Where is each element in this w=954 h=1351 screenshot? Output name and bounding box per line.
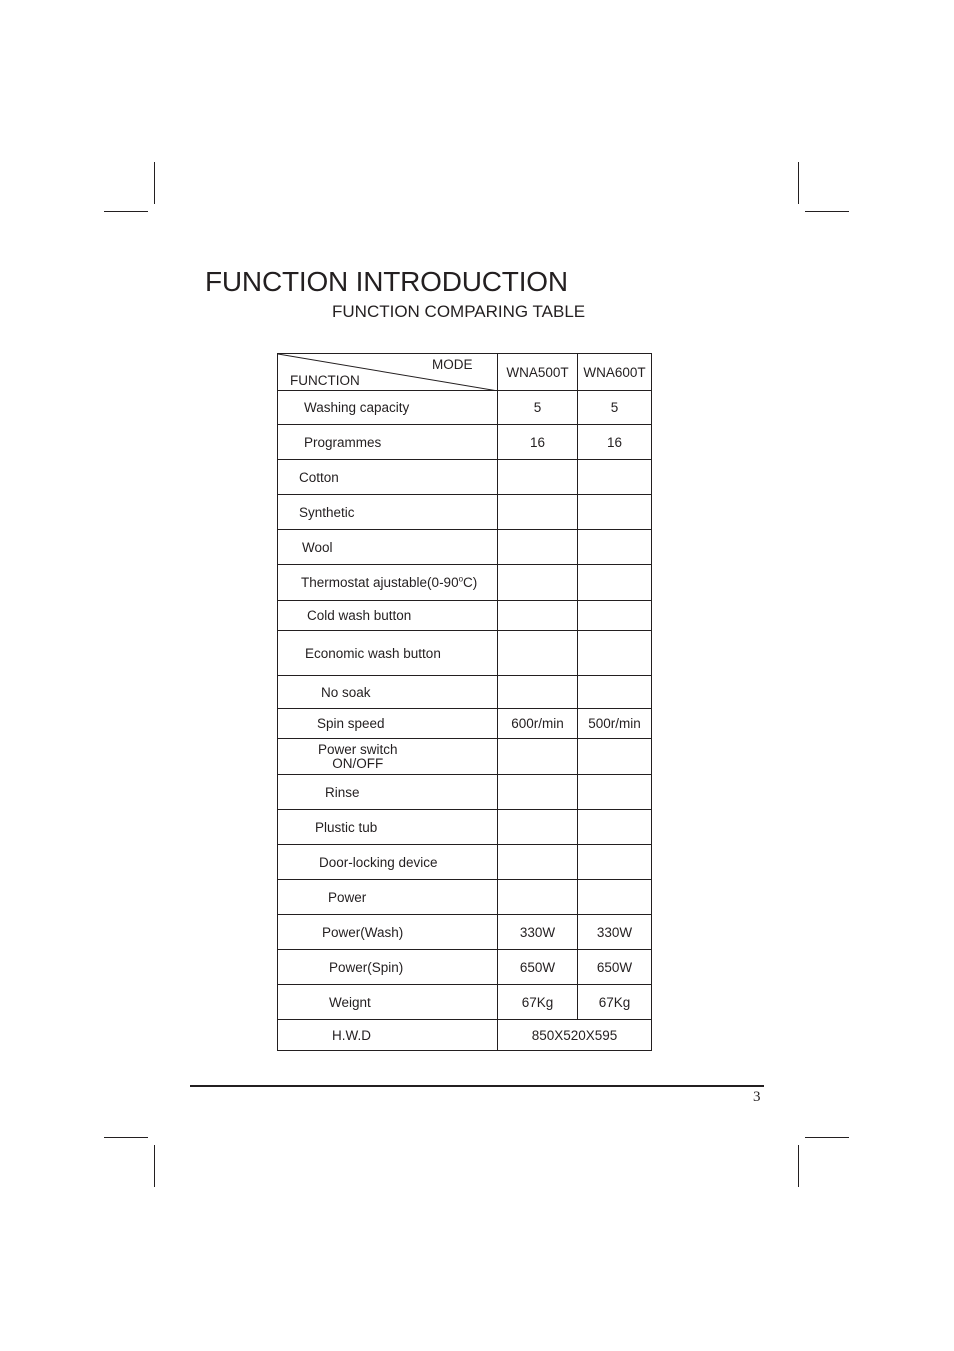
row-label: Plustic tub [278,810,498,845]
row-label [278,565,498,601]
row-label: Washing capacity [278,391,498,425]
mode-function-header-cell [278,354,498,391]
cell-wna500t: 330W [498,915,578,950]
table-row [278,1020,652,1051]
row-label: Rinse [278,775,498,810]
cell-wna500t [498,810,578,845]
cell-wna600t: 5 [578,391,652,425]
page-title: FUNCTION INTRODUCTION [205,266,568,297]
row-label-line1: Power switch [318,741,398,757]
cell-wna600t [578,530,652,565]
function-label: FUNCTION [290,373,360,388]
crop-mark-bottom-right-horizontal [805,1137,849,1138]
cell-wna500t [498,565,578,601]
table-row [278,915,652,950]
degree-symbol: o [458,574,464,584]
row-label: Power(Wash) [278,915,498,950]
cell-wna500t [498,845,578,880]
cell-wna600t: 650W [578,950,652,985]
cell-wna500t [498,495,578,530]
cell-wna600t [578,880,652,915]
cell-wna600t [578,775,652,810]
cell-wna500t: 67Kg [498,985,578,1020]
cell-wna600t [578,601,652,631]
table-row [278,391,652,425]
table-row [278,985,652,1020]
row-label: Power(Spin) [278,950,498,985]
table-row [278,530,652,565]
table-row [278,775,652,810]
cell-wna600t [578,631,652,676]
model-header-wna600t: WNA600T [578,354,652,391]
crop-mark-bottom-left-vertical [154,1145,155,1187]
mode-label: MODE [432,357,473,372]
row-label: Power [278,880,498,915]
cell-wna600t [578,565,652,601]
table-row [278,810,652,845]
cell-wna500t [498,676,578,709]
row-label: No soak [278,676,498,709]
function-comparing-table [277,353,652,1051]
cell-wna500t: 5 [498,391,578,425]
row-label [278,739,498,775]
cell-wna500t: 650W [498,950,578,985]
table-row [278,631,652,676]
row-label: Spin speed [278,709,498,739]
table-row [278,739,652,775]
footer-rule [190,1085,764,1087]
row-label: Cold wash button [278,601,498,631]
cell-wna500t: 16 [498,425,578,460]
row-label: Wool [278,530,498,565]
table-row [278,845,652,880]
cell-wna500t [498,460,578,495]
cell-wna600t [578,495,652,530]
cell-wna600t: 67Kg [578,985,652,1020]
crop-mark-bottom-left-horizontal [104,1137,148,1138]
table-row [278,676,652,709]
row-label-unit: C) [463,575,478,590]
row-label: Door-locking device [278,845,498,880]
table-row [278,565,652,601]
cell-wna600t: 330W [578,915,652,950]
row-label-line2: ON/OFF [332,755,384,771]
cell-wna500t: 600r/min [498,709,578,739]
cell-wna600t: 16 [578,425,652,460]
cell-wna500t [498,775,578,810]
cell-wna500t [498,880,578,915]
row-label-text: Thermostat ajustable(0-90 [301,575,459,590]
crop-mark-top-right-vertical [798,162,799,204]
cell-wna600t [578,810,652,845]
crop-mark-bottom-right-vertical [798,1145,799,1187]
crop-mark-top-right-horizontal [805,211,849,212]
cell-dimensions: 850X520X595 [498,1020,652,1051]
row-label: Weignt [278,985,498,1020]
cell-wna600t [578,845,652,880]
table-row [278,709,652,739]
cell-wna600t [578,676,652,709]
cell-wna600t [578,460,652,495]
cell-wna600t: 500r/min [578,709,652,739]
table-row [278,880,652,915]
row-label: Programmes [278,425,498,460]
row-label: H.W.D [278,1020,498,1051]
cell-wna500t [498,601,578,631]
table-row [278,950,652,985]
cell-wna500t [498,739,578,775]
table-row [278,495,652,530]
table-row [278,425,652,460]
model-header-wna500t: WNA500T [498,354,578,391]
row-label: Cotton [278,460,498,495]
table-row [278,601,652,631]
table-title: FUNCTION COMPARING TABLE [332,302,586,321]
page-number: 3 [753,1089,761,1105]
row-label: Synthetic [278,495,498,530]
crop-mark-top-left-vertical [154,162,155,204]
crop-mark-top-left-horizontal [104,211,148,212]
cell-wna500t [498,530,578,565]
cell-wna600t [578,739,652,775]
table-header-row [278,354,652,391]
cell-wna500t [498,631,578,676]
row-label: Economic wash button [278,631,498,676]
table-row [278,460,652,495]
